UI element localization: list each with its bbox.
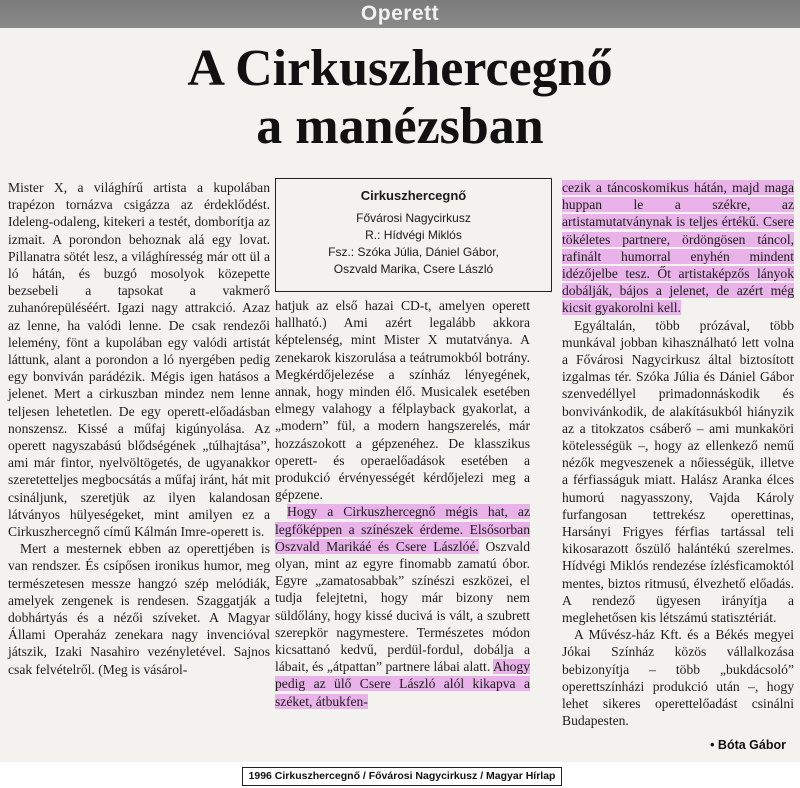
info-cast-1: Fsz.: Szóka Júlia, Dániel Gábor, [328, 245, 499, 259]
info-cast-2: Oszvald Marika, Csere László [333, 262, 494, 276]
headline [0, 40, 800, 156]
column-3-paragraph-1 [562, 179, 794, 317]
column-2-paragraph-2 [275, 503, 530, 709]
headline-line-2: a manézsban [256, 98, 544, 155]
highlighted-text-3: cezik a táncoskomikus hátán, majd maga huppan le a székre, az artistamutatványnak is teljes értékű. Csere tökéletes partnere, ördöngösen táncol, rafinált humorral enyhén mindent idézőjelbe tesz. Őt artistaképzős lányok dobálják, bájos a jelenet, de azért még kicsit gyakorolni kell. [562, 180, 794, 316]
column-2 [275, 297, 530, 710]
column-1-paragraph-2: Mert a mesternek ebben az operettjében is van rendszer. És csípősen ironikus humor, meg természetesen messze hangzó szép melódiák, amelyek zengenek is rendesen. Szaggatják a dobhártyás és a nézői szíveket. A Magyar Állami Operaház zenekara nagy invencióval játszik, Izaki Nasahiro vezényletével. Sajnos csak felvételről. (Meg is vásárol- [8, 541, 270, 677]
column-2-text: Oszvald olyan, mint az egyre finomabb zamatú óbor. Egyre „zamatosabbak” színészi eszközei, el tudja felejtetni, hogy már bizony nem süldőlány, hogy kissé ducivá is vált, a szubrett szerepkör nagymestere. Természetes módon kicsattanó kedvű, perdül-fordul, dobálja a lábait, és „átpattan” partnere lábai alatt. [275, 538, 530, 675]
source-caption: 1996 Cirkuszhercegnő / Fővárosi Nagycirkusz / Magyar Hírlap [242, 767, 562, 786]
headline-line-1: A Cirkuszhercegnő [187, 40, 613, 97]
column-2-paragraph-1: hatjuk az első hazai CD-t, amelyen operett hallható.) Ami azért legalább akkora képtelenség, mint Mister X mutatványa. A zenekarok kiszorulása a teátrumokból botrány. Megkérdőjelezése a színház lényegének, annak, hogy minden élő. Musicalek esetében elmegy valahogy a félplayback gyakorlat, a „modern” fül, a modern hangszerelés, már hozzászokott a gépzenéhez. De klasszikus operett- és operaelőadások esetében a produkció érvényességét kérdőjelezi meg a gépzene. [275, 298, 530, 503]
info-title: Cirkuszhercegnő [360, 188, 467, 203]
column-3-paragraph-2: Egyáltalán, több prózával, több munkával jobban kihasználható lett volna a Fővárosi Nagycirkusz által biztosított izgalmas tér. Szóka Júlia és Dániel Gábor szenvedéllyel primadonnáskodik és bonvivánkodik, de alakításukból hiányzik az a titokzatos csáberő – ami munkaköri kötelességük –, hogy az ellenkező nemű nézők megveszenek a nőiességük, illetve a férfiasságuk miatt. Halász Aranka élces humorú nagyasszony, Vajda Károly furfangosan tettrekész operettinas, Harsányi Frigyes férfias tartással teli kikosarazott őszülő halántékú szerelmes. Hídvégi Miklós rendezése ízlésficamoktól mentes, biztos ritmusú, élvezhető előadás. A rendező ügyesen irányítja a meglehetősen kis létszámú statisztériát. [562, 317, 794, 626]
highlighted-text: Hogy a Cirkuszhercegnő mégis hat, az legfőképpen a színészek érdeme. Elsősorban Oszvald Marikáé és Csere Lászlóé. [275, 504, 530, 554]
highlighted-text-2: Ahogy pedig az ülő Csere László alól kikapva a széket, átbukfen- [275, 659, 530, 709]
author-byline: • Bóta Gábor [710, 738, 786, 752]
column-1 [8, 179, 270, 678]
info-venue: Fővárosi Nagycirkusz [356, 211, 471, 225]
production-info-box [275, 178, 552, 292]
info-director: R.: Hídvégi Miklós [365, 228, 462, 242]
column-3 [562, 179, 794, 730]
section-label: Operett [360, 2, 440, 25]
column-1-paragraph-1: Mister X, a világhírű artista a kupolában trapézon tornázva csigázza az érdeklődést. Ideleng-odaleng, kitekeri a testét, domborítja az izmait. A porondon behoznak alá egy lovat. Pillanatra sötét lesz, a világhíresség már ott ül a ló hátán, és buzgó mosolyok közepette bezsebeli a tapsokat a vakmerő zuhanórepüléséért. Igazi nagy attrakció. Azaz az lenne, ha valódi lenne. De csak rendezői lelemény, fönt a kupolában egy valódi artistát láttunk, alant a porondon a ló nyergében pedig egy bonviván parádézik. Mégis igen hatásos a jelenet. Mert a cirkuszban mindez nem lenne teljesen lehetetlen. De egy operett-előadásban nonszensz. Kissé a műfaj kigúnyolása. Az operett nagyszabású blődségének „túlhajtása”, ami már fintor, nyelvöltögetés, de ugyanakkor szeretetteljes megbocsátás a műfaj iránt, hát mit csináljunk, szeretjük az ilyen kalandosan látványos hülyeségeket, mint amilyen ez a Cirkuszhercegnő című Kálmán Imre-operett is. [8, 180, 270, 540]
column-3-paragraph-3: A Művész-ház Kft. és a Békés megyei Jókai Színház közös vállalkozása bebizonyítja – több „bukdácsoló” operettszínházi produkció után –, hogy lehet sikeres operettelőadást csinálni Budapesten. [562, 627, 794, 729]
